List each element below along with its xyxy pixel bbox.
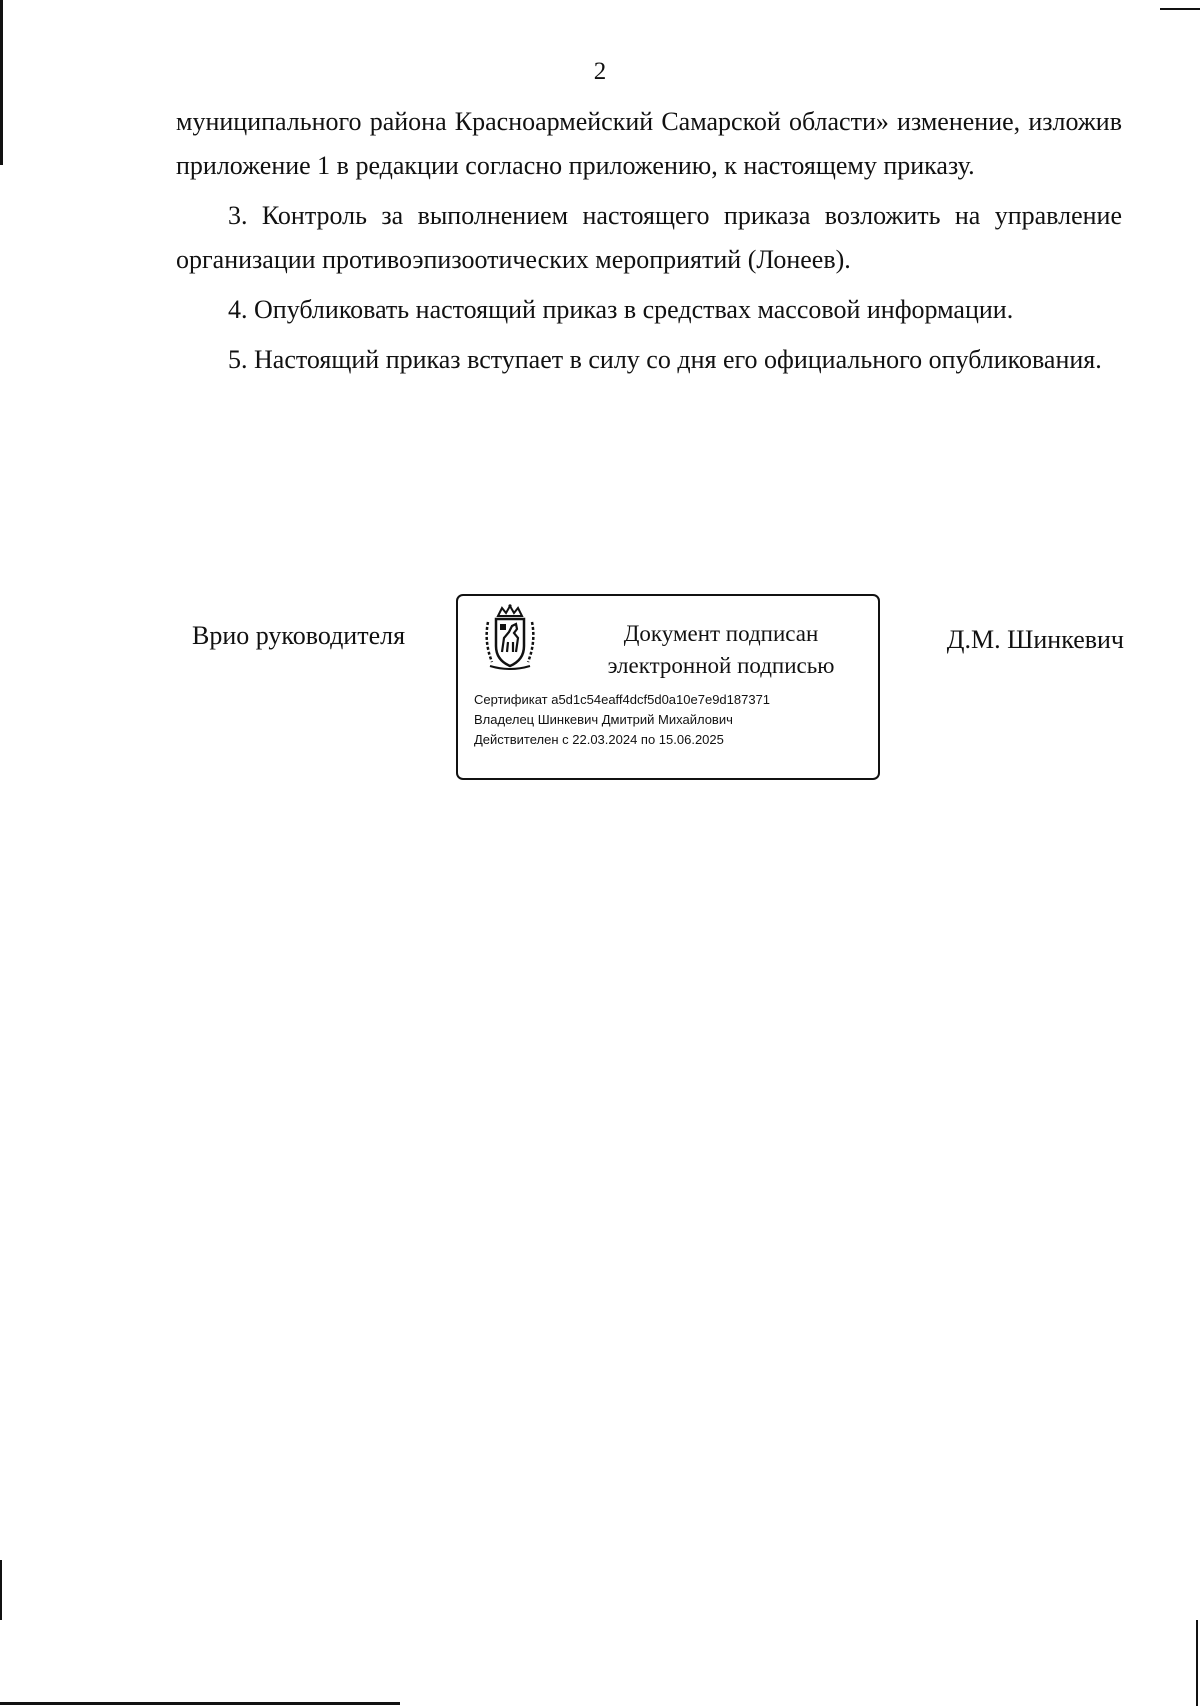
body-text — [176, 100, 1122, 388]
scan-edge-left-top — [0, 0, 3, 165]
scan-edge-right-bottom — [1196, 1620, 1198, 1706]
stamp-details — [474, 690, 874, 750]
electronic-signature-stamp — [456, 594, 880, 780]
paragraph-item-5: 5. Настоящий приказ вступает в силу со дня его официального опубликования. — [228, 345, 1102, 374]
page-number: 2 — [593, 58, 607, 85]
scan-edge-right-top — [1160, 8, 1200, 10]
stamp-title-line-2: электронной подписью — [607, 653, 835, 678]
scan-edge-bottom — [0, 1702, 400, 1705]
paragraph-item-3: 3. Контроль за выполнением настоящего приказа возложить на управление организации противоэпизоотических мероприятий (Лонеев). — [176, 201, 1122, 274]
signatory-name: Д.М. Шинкевич — [946, 625, 1124, 654]
stamp-certificate: Сертификат a5d1c54eaff4dcf5d0a10e7e9d187371 — [474, 692, 771, 707]
stamp-owner: Владелец Шинкевич Дмитрий Михайлович — [474, 712, 733, 727]
paragraph-continuation: муниципального района Красноармейский Самарской области» изменение, изложив приложение 1 в редакции согласно приложению, к настоящему приказу. — [176, 107, 1122, 180]
paragraph-item-4: 4. Опубликовать настоящий приказ в средствах массовой информации. — [228, 295, 1014, 324]
stamp-validity: Действителен с 22.03.2024 по 15.06.2025 — [474, 732, 724, 747]
scan-edge-left-bottom — [0, 1560, 2, 1620]
stamp-title-line-1: Документ подписан — [623, 621, 819, 646]
stamp-title — [576, 618, 866, 682]
signatory-role: Врио руководителя — [192, 621, 406, 650]
coat-of-arms-icon — [474, 602, 546, 674]
